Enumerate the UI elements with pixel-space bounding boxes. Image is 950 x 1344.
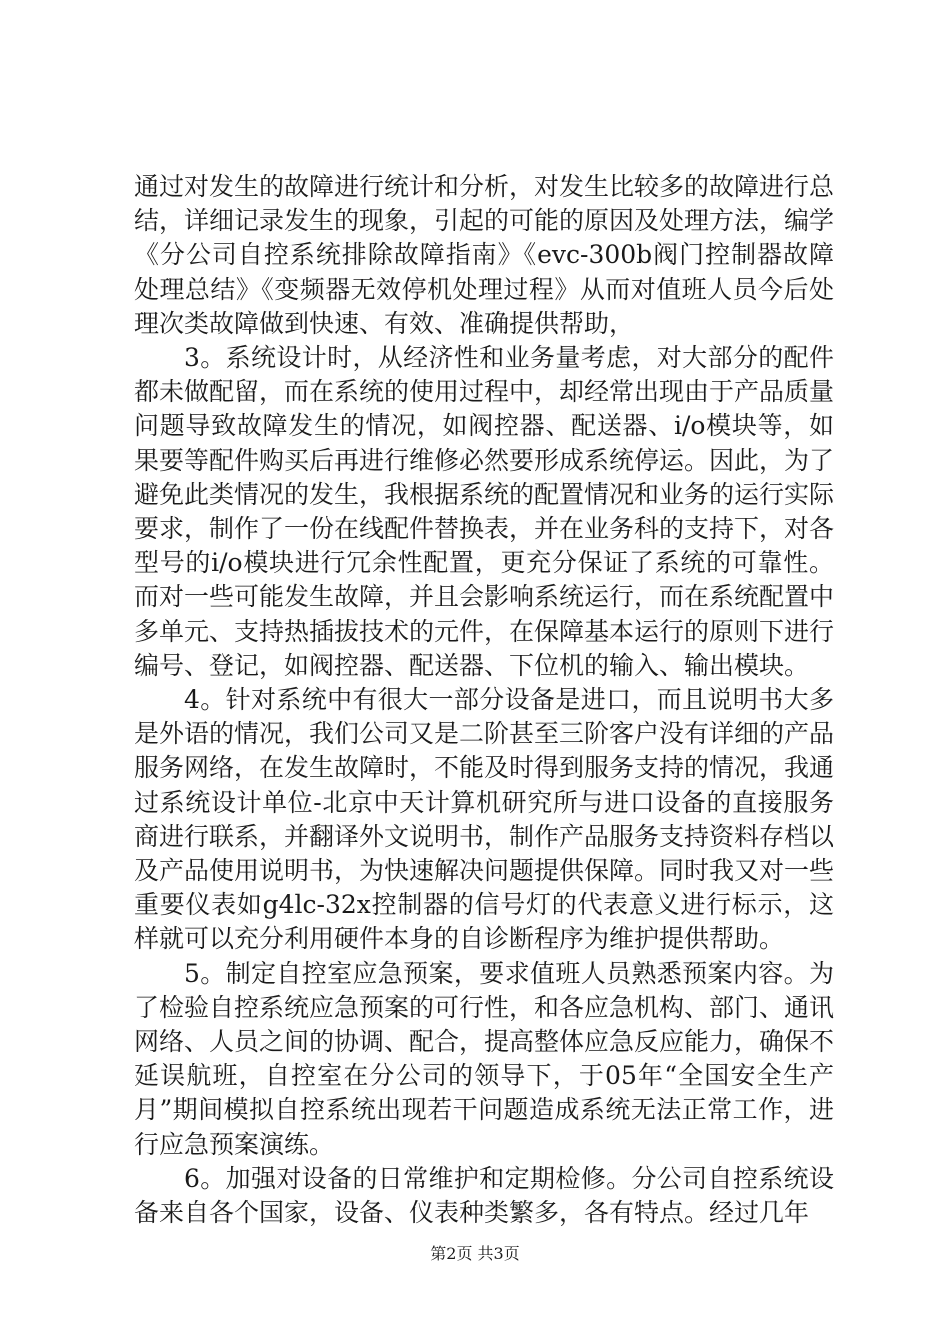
page-number-footer: 第2页 共3页 [430,1244,520,1263]
paragraph-item-6: 6。加强对设备的日常维护和定期检修。分公司自控系统设备来自各个国家，设备、仪表种类繁多，各有特点。经过几年 [134,1163,834,1228]
paragraph-continuation: 通过对发生的故障进行统计和分析，对发生比较多的故障进行总结，详细记录发生的现象，引起的可能的原因及处理方法，编学《分公司自控系统排除故障指南》《evc-300b阀门控制器故障处理总结》《变频器无效停机处理过程》从而对值班人员今后处理次类故障做到快速、有效、准确提供帮助， [134,172,835,338]
paragraph-item-4: 4。针对系统中有很大一部分设备是进口，而且说明书大多是外语的情况，我们公司又是二阶甚至三阶客户没有详细的产品服务网络，在发生故障时，不能及时得到服务支持的情况，我通过系统设计单位-北京中天计算机研究所与进口设备的直接服务商进行联系，并翻译外文说明书，制作产品服务支持资料存档以及产品使用说明书，为快速解决问题提供保障。同时我又对一些重要仪表如g4lc-32x控制器的信号灯的代表意义进行标示，这样就可以充分利用硬件本身的自诊断程序为维护提供帮助。 [134,685,835,954]
paragraph-item-5: 5。制定自控室应急预案，要求值班人员熟悉预案内容。为了检验自控系统应急预案的可行性，和各应急机构、部门、通讯网络、人员之间的协调、配合，提高整体应急反应能力，确保不延误航班，自控室在分公司的领导下，于05年“全国安全生产月”期间模拟自控系统出现若干问题造成系统无法正常工作，进行应急预案演练。 [134,958,835,1159]
paragraph-item-3: 3。系统设计时，从经济性和业务量考虑，对大部分的配件都未做配留，而在系统的使用过程中，却经常出现由于产品质量问题导致故障发生的情况，如阀控器、配送器、i/o模块等，如果要等配件购买后再进行维修必然要形成系统停运。因此，为了避免此类情况的发生，我根据系统的配置情况和业务的运行实际要求，制作了一份在线配件替换表，并在业务科的支持下，对各型号的i/o模块进行冗余性配置，更充分保证了系统的可靠性。而对一些可能发生故障，并且会影响系统运行，而在系统配置中多单元、支持热插拔技术的元件，在保障基本运行的原则下进行编号、登记，如阀控器、配送器、下位机的输入、输出模块。 [134,343,835,680]
document-body [134,170,834,1230]
